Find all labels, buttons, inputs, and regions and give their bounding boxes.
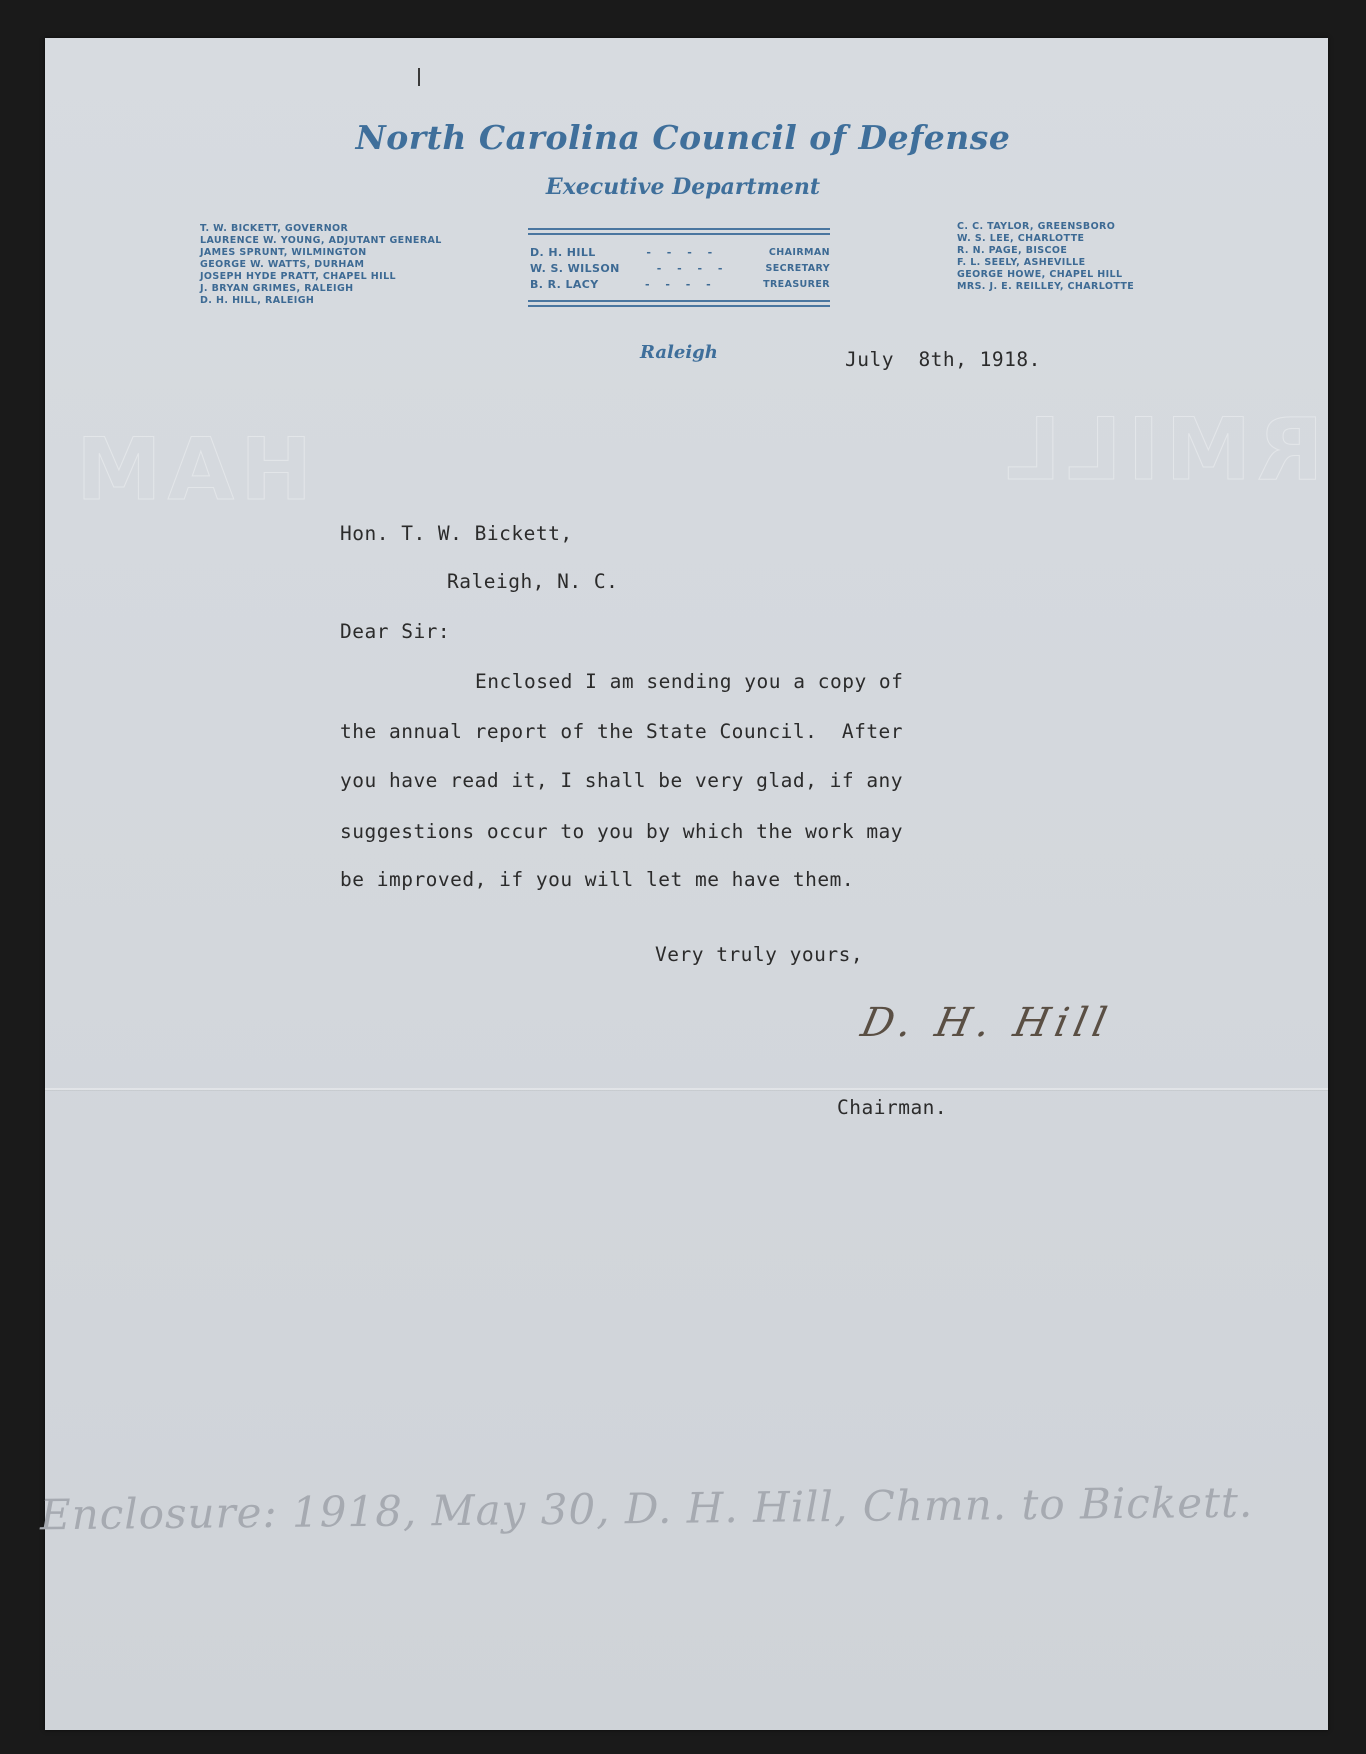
letterhead-rule [528, 305, 830, 307]
member-line: C. C. TAYLOR, GREENSBORO [957, 221, 1116, 232]
officer-dots: - - - - [644, 278, 717, 291]
body-line: suggestions occur to you by which the work may [340, 820, 904, 843]
officer-dots: - - - - [646, 246, 719, 259]
member-line: W. S. LEE, CHARLOTTE [957, 233, 1085, 244]
member-line: T. W. BICKETT, GOVERNOR [200, 223, 349, 234]
body-line: Enclosed I am sending you a copy of [475, 670, 904, 693]
officer-name: W. S. WILSON [530, 262, 620, 275]
paper-fold-line [45, 1088, 1328, 1090]
body-line: the annual report of the State Council. After [340, 720, 904, 743]
member-line: MRS. J. E. REILLEY, CHARLOTTE [957, 281, 1135, 292]
letterhead-officers [530, 245, 830, 293]
member-line: GEORGE HOWE, CHAPEL HILL [957, 269, 1123, 280]
officer-name: B. R. LACY [530, 278, 599, 291]
archival-pencil-note: Enclosure: 1918, May 30, D. H. Hill, Chmn. to Bickett. [39, 1477, 1254, 1540]
member-line: D. H. HILL, RALEIGH [200, 295, 315, 306]
signer-title: Chairman. [837, 1096, 948, 1119]
watermark: HAM [70, 420, 313, 520]
letterhead-title: North Carolina Council of Defense [355, 118, 1011, 157]
officer-row [530, 277, 830, 293]
letterhead-left-members [200, 223, 442, 307]
letterhead-place: Raleigh [640, 342, 718, 363]
officer-row [530, 261, 830, 277]
letterhead-rule [528, 300, 830, 302]
officer-dots: - - - - [656, 262, 729, 275]
signature: D. H. Hill [857, 1000, 1117, 1046]
officer-role: TREASURER [763, 279, 830, 290]
member-line: F. L. SEELY, ASHEVILLE [957, 257, 1086, 268]
punch-mark [418, 68, 420, 86]
member-line: J. BRYAN GRIMES, RALEIGH [200, 283, 354, 294]
officer-name: D. H. HILL [530, 246, 596, 259]
letterhead-subtitle: Executive Department [545, 174, 821, 200]
addressee-name: Hon. T. W. Bickett, [340, 522, 573, 545]
member-line: JAMES SPRUNT, WILMINGTON [200, 247, 367, 258]
body-line: you have read it, I shall be very glad, if any [340, 769, 904, 792]
letterhead-right-members [957, 221, 1134, 293]
watermark: RMILL [1000, 400, 1324, 500]
letterhead-rule [528, 233, 830, 235]
letterhead-rule [528, 228, 830, 230]
body-line: be improved, if you will let me have them. [340, 868, 855, 891]
closing: Very truly yours, [655, 943, 864, 966]
officer-role: SECRETARY [765, 263, 830, 274]
member-line: LAURENCE W. YOUNG, ADJUTANT GENERAL [200, 235, 442, 246]
member-line: R. N. PAGE, BISCOE [957, 245, 1068, 256]
member-line: GEORGE W. WATTS, DURHAM [200, 259, 365, 270]
addressee-city: Raleigh, N. C. [447, 570, 619, 593]
member-line: JOSEPH HYDE PRATT, CHAPEL HILL [200, 271, 396, 282]
officer-role: CHAIRMAN [768, 247, 830, 258]
salutation: Dear Sir: [340, 620, 451, 643]
letter-date: July 8th, 1918. [845, 348, 1041, 371]
officer-row [530, 245, 830, 261]
